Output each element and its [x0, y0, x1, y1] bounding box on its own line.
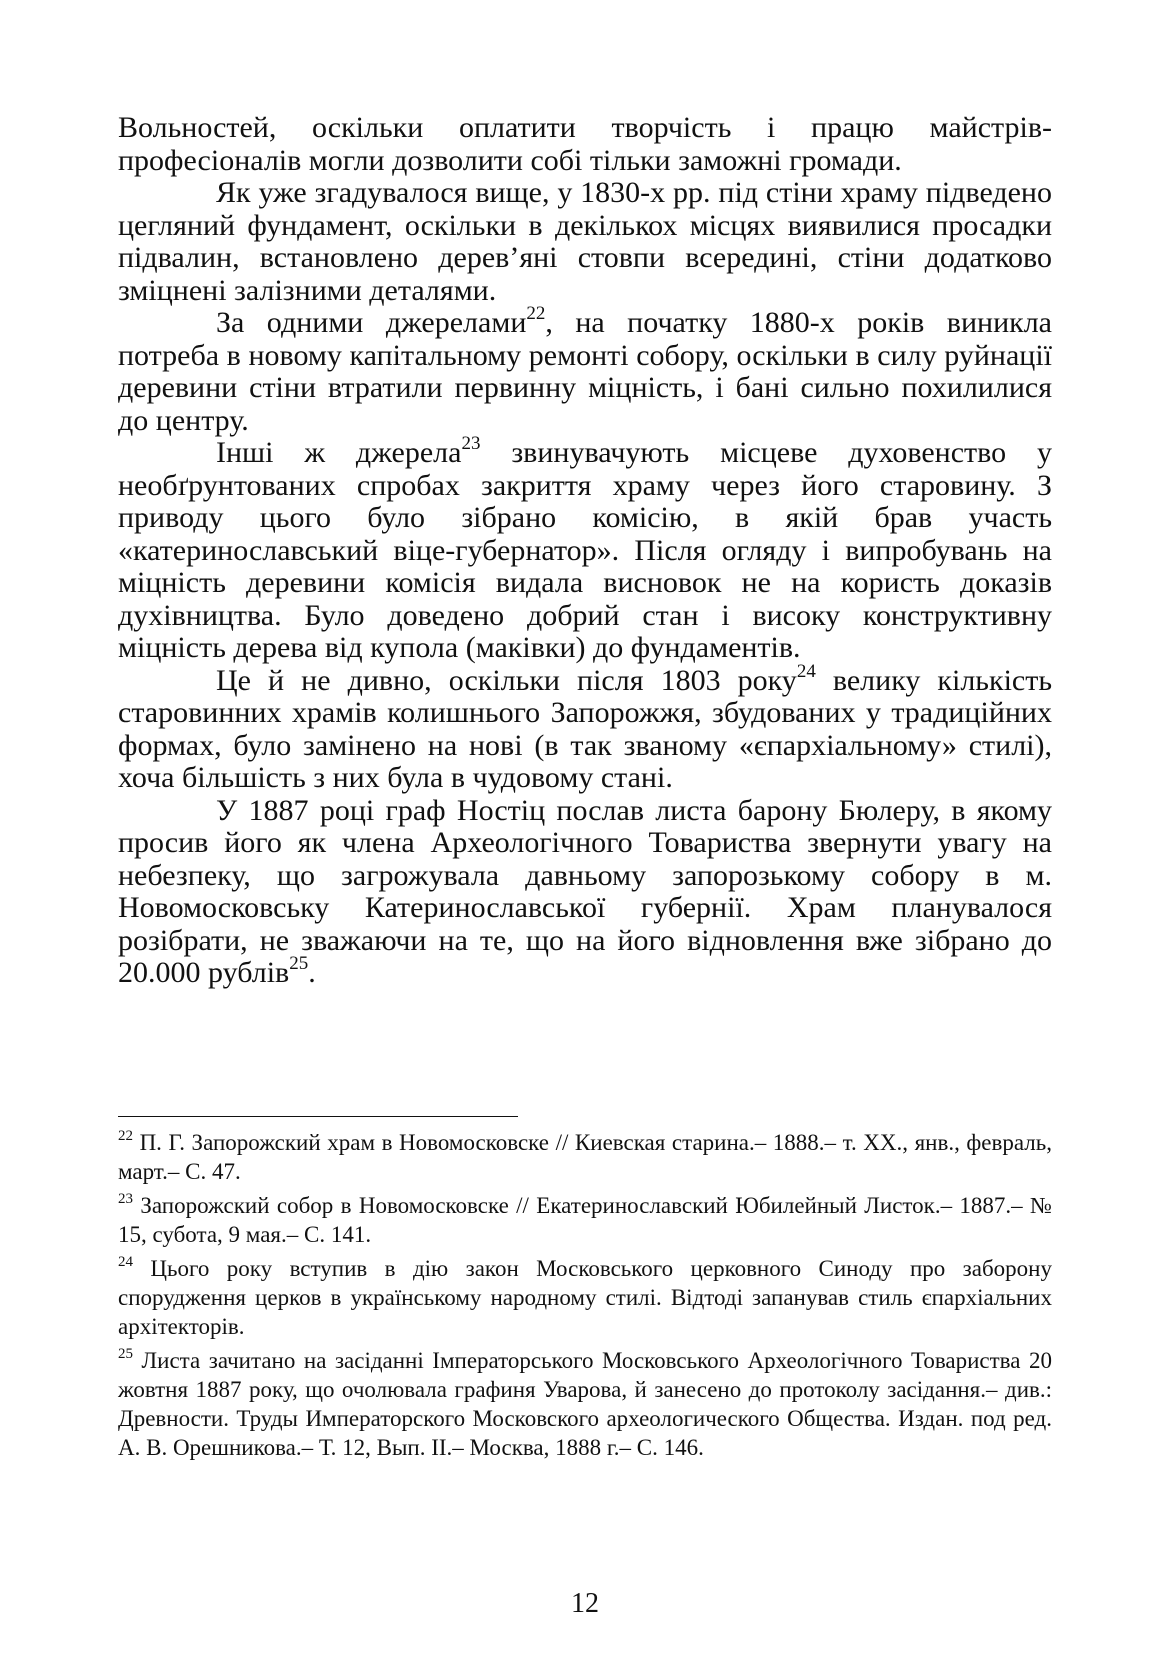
footnote-separator [118, 1116, 518, 1117]
paragraph-text: . [308, 956, 316, 989]
footnote-text: Листа зачитано на засіданні Імператорського Московського Археологічного Товариства 20 жовтня 1887 року, що очолювала графиня Уварова, й занесено до протоколу засідання.– див.: Древности. Труды Императорского Московского археологического Общества. Издан. под ред. А. В. Орешникова.– Т. 12, Вып. II.– Москва, 1888 г.– С. 146. [118, 1348, 1052, 1460]
footnote-number: 24 [118, 1254, 133, 1271]
paragraph-text: Це й не дивно, оскільки після 1803 року [216, 663, 797, 697]
main-text [118, 112, 1052, 990]
footnote-number: 25 [118, 1346, 133, 1363]
paragraph-text: Інші ж джерела [216, 436, 462, 469]
paragraph [118, 660, 1053, 795]
footnote-24 [118, 1254, 1052, 1341]
paragraph-text: велику кількість старовинних храмів колишнього Запорожжя, збудованих у традиційних формах, було замінено на нові (в так званому «єпархіальному» стилі), хоча більшість з них була в чудовому стані. [118, 663, 1053, 794]
footnote-number: 22 [118, 1128, 133, 1145]
footnote-ref: 24 [796, 660, 816, 682]
footnote-23 [118, 1191, 1052, 1249]
paragraph-text: У 1887 році граф Ностіц послав листа барону Бюлеру, в якому просив його як члена Археологічного Товариства звернути увагу на небезпеку, що загрожувала давньому запорозькому собору в м. Новомосковську Катеринославської губернії. Храм планувалося розібрати, не зважаючи на те, що на його відновлення вже зібрано до 20.000 рублів [118, 793, 1052, 989]
footnote-text: П. Г. Запорожский храм в Новомосковске // Киевская старина.– 1888.– т. XX., янв., февраль, март.– С. 47. [118, 1130, 1052, 1184]
footnote-text: Цього року вступив в дію закон Московського церковного Синоду про заборону спорудження церков в українському народному стилі. Відтоді запанував стиль єпархіальних архітекторів. [118, 1256, 1052, 1339]
footnote-ref: 25 [289, 953, 309, 974]
footnote-text: Запорожский собор в Новомосковске // Екатеринославский Юбилейный Листок.– 1887.– № 15, субота, 9 мая.– С. 141. [118, 1193, 1052, 1247]
page-body [118, 112, 1052, 990]
paragraph-text: звинувачують місцеве духовенство у необґрунтованих спробах закриття храму через його старовину. З приводу цього було зібрано комісію, в якій брав участь «катеринославський віце-губернатор». Після огляду і випробувань на міцність деревини комісія видала висновок не на користь доказів духівництва. Було доведено добрий стан і високу конструктивну міцність дерева від купола (маківки) до фундаментів. [118, 436, 1052, 664]
footnote-ref: 22 [526, 303, 546, 324]
paragraph [118, 795, 1052, 990]
paragraph [118, 112, 1052, 177]
footnote-25 [118, 1346, 1052, 1462]
footnotes-section [118, 1128, 1052, 1467]
paragraph-text: Як уже згадувалося вище, у 1830-х рр. під стіни храму підведено цегляний фундамент, оскільки в декількох місцях виявилися просадки підвалин, встановлено дерев’яні стовпи всередині, стіни додатково зміцнені залізними деталями. [118, 176, 1052, 307]
paragraph [118, 433, 1052, 665]
paragraph-text: , на початку 1880-х років виникла потреба в новому капітальному ремонті собору, оскільки в силу руйнації деревини стіни втратили первинну міцність, і бані сильно похилилися до центру. [118, 306, 1052, 437]
footnote-number: 23 [118, 1191, 133, 1208]
page-number: 12 [571, 1588, 599, 1619]
paragraph [118, 177, 1052, 307]
footnote-ref: 23 [461, 433, 481, 454]
paragraph-text: За одними джерелами [216, 306, 527, 339]
paragraph-text: Вольностей, оскільки оплатити творчість і працю майстрів-професіоналів могли дозволити собі тільки заможні громади. [118, 111, 1052, 177]
footnote-22 [118, 1128, 1052, 1186]
paragraph [118, 303, 1052, 437]
